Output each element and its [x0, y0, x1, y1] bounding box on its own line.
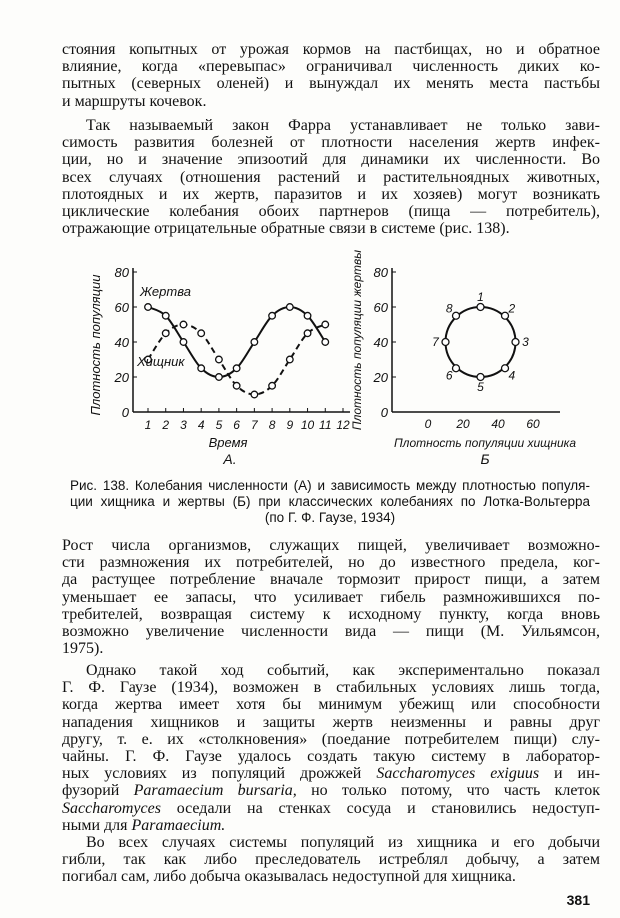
data-point [287, 304, 294, 311]
text-run: всех случаях (отношения растений и растительноядных животных, [62, 168, 600, 186]
data-point [322, 321, 329, 328]
y-tick-label: 60 [373, 300, 388, 315]
data-point [477, 304, 484, 311]
y-tick-label: 40 [373, 335, 388, 350]
text-line [62, 554, 600, 571]
data-point [502, 365, 509, 372]
x-tick-label: 3 [180, 418, 187, 432]
caption-line: Рис. 138. Колебания численности (А) и зависимость между плотностью популя- [70, 478, 590, 493]
point-label: 3 [522, 335, 529, 349]
text-run: Рост числа организмов, служащих пищей, увеличивает возможно- [62, 537, 600, 554]
x-tick-label: 5 [215, 418, 223, 432]
data-point [512, 339, 519, 346]
data-point [502, 312, 509, 319]
x-tick-label: 8 [268, 418, 276, 432]
text-run: чайны. Г. Ф. Гаузе удалось создать такую систему в лаборатор- [62, 748, 600, 765]
point-label: 2 [508, 301, 516, 316]
text-run: требителей, возвращая систему к исходному пункту, когда вновь [62, 605, 600, 623]
italic-term: Paramaecium bursaria, [133, 782, 297, 800]
text-run: ными для [62, 816, 132, 834]
x-axis-label: Плотность популяции хищника [393, 436, 577, 450]
data-point [198, 330, 205, 337]
x-tick-label: 7 [251, 418, 258, 432]
data-point [180, 321, 187, 328]
y-tick-label: 0 [121, 405, 129, 420]
y-tick-label: 60 [114, 300, 129, 315]
data-point [453, 365, 460, 372]
data-point [304, 330, 311, 337]
text-run: стояния копытных от урожая кормов на пастбищах, но и обратное [62, 41, 600, 58]
x-tick-label: 4 [197, 418, 205, 432]
y-tick-label: 0 [380, 405, 388, 420]
x-tick-label: 60 [526, 417, 540, 431]
y-tick-label: 40 [114, 335, 129, 350]
italic-term: Saccharomyces exiguus [376, 765, 540, 783]
figure-caption [70, 478, 590, 526]
point-label: 6 [445, 368, 453, 383]
panel-label: А. [223, 451, 237, 467]
data-point [145, 304, 152, 311]
point-label: 5 [477, 380, 484, 394]
text-run: 1975). [62, 640, 104, 658]
text-run: Г. Ф. Гаузе (1934), возможен в стабильных условиях лишь тогда, [62, 679, 600, 697]
text-line [62, 868, 600, 885]
text-run: фузорий [62, 782, 134, 800]
text-line [62, 714, 600, 731]
text-run: пытных (северных оленей) и вынуждал их менять места пастьбы [62, 75, 600, 93]
x-tick-label: 10 [300, 418, 315, 432]
x-tick-label: 12 [336, 418, 350, 432]
x-tick-label: 40 [491, 417, 505, 431]
y-axis-label: Плотность популяции жертвы [350, 249, 364, 431]
data-point [251, 391, 258, 398]
point-label: 8 [445, 301, 453, 316]
text-line [62, 589, 600, 606]
data-point [180, 339, 187, 346]
text-run: но только потому, что часть клеток [296, 782, 600, 800]
text-line [62, 748, 600, 765]
data-point [322, 339, 329, 346]
text-line [62, 765, 600, 782]
y-tick-label: 20 [373, 370, 388, 385]
panel-label: Б [480, 451, 490, 467]
caption-line: (по Г. Ф. Гаузе, 1934) [264, 510, 396, 525]
point-label: 7 [432, 335, 439, 349]
text-run: да растущее потребление вначале тормозит прирост пищи, а затем [62, 571, 600, 589]
data-point [269, 382, 276, 389]
x-tick-label: 0 [424, 417, 432, 431]
y-tick-label: 80 [373, 265, 388, 280]
text-line [62, 800, 600, 817]
x-tick-label: 2 [162, 418, 170, 432]
y-tick-label: 20 [114, 370, 129, 385]
text-line [62, 606, 600, 623]
data-point [216, 374, 223, 381]
x-tick-label: 9 [286, 418, 294, 432]
italic-term: Saccharomyces [62, 799, 161, 817]
point-label: 4 [508, 368, 516, 383]
data-point [162, 312, 169, 319]
text-run: ных условиях из популяций дрожжей [62, 765, 377, 783]
text-run: Во всех случаях системы популяций из хищника и его добычи [86, 834, 600, 851]
text-run: Так называемый закон Фарра устанавливает не только зави- [86, 117, 600, 134]
text-run: оседали на стенках сосуда и становились недоступ- [160, 799, 600, 817]
text-line [62, 696, 600, 713]
page-number: 381 [566, 892, 590, 908]
text-run: сти размножения их потребителей, но до известного предела, ког- [62, 554, 600, 572]
data-point [216, 356, 223, 363]
data-point [269, 312, 276, 319]
text-run: Однако такой ход событий, как экспериментально показал [86, 662, 600, 679]
text-line [62, 571, 600, 588]
text-run: погибал сам, либо добыча оказывалась недоступной для хищника. [62, 868, 516, 886]
text-run: другу, т. е. их «столкновения» (поедание потребителем пищи) слу- [62, 730, 600, 748]
text-line [62, 623, 600, 640]
data-point [198, 365, 205, 372]
data-point [287, 356, 294, 363]
series-label-prey: Жертва [140, 284, 191, 299]
data-point [162, 330, 169, 337]
text-run: когда жертва имеет хотя бы минимум убежищ или способности [62, 696, 600, 714]
x-tick-label: 11 [319, 418, 332, 432]
text-run: ции, но и значение эпизоотий для динамики их численности. Во [62, 151, 600, 169]
x-tick-label: 6 [233, 418, 240, 432]
y-tick-label: 80 [114, 265, 129, 280]
text-run: циклические колебания обоих партнеров (пища — потребитель), [62, 203, 600, 220]
point-label: 1 [477, 290, 484, 304]
text-line [62, 782, 600, 799]
series-label-predator: Хищник [137, 354, 185, 369]
text-line [62, 817, 600, 834]
text-run: уменьшает ее запасы, что усиливает гибель размножившихся по- [62, 588, 600, 606]
data-point [442, 339, 449, 346]
data-point [304, 312, 311, 319]
data-point [233, 365, 240, 372]
text-run: отражающие отрицательные обратные связи в системе (рис. 138). [62, 220, 510, 238]
data-point [233, 382, 240, 389]
y-axis-label: Плотность популяции [88, 274, 103, 416]
text-line [62, 537, 600, 554]
text-line [62, 679, 600, 696]
data-point [251, 339, 258, 346]
text-run: возможно увеличение численности вида — пищи (М. Уильямсон, [62, 623, 600, 640]
text-line [86, 662, 600, 679]
text-run: симость развития болезней от плотности населения жертв инфек- [62, 134, 600, 152]
caption-line: ции хищника и жертвы (Б) при классических колебаниях по Лотка-Вольтерра [70, 494, 590, 509]
text-run: гибли, так как либо преследователь истреблял добычу, а затем [62, 851, 600, 869]
text-line [86, 834, 600, 851]
text-line [62, 731, 600, 748]
text-line [62, 640, 600, 657]
text-run: плотоядных и их жертв, паразитов и их хозяев) могут возникать [62, 185, 600, 203]
text-run: влияние, когда «перевыпас» ограничивал численность диких ко- [62, 58, 600, 76]
italic-term: Paramaecium. [131, 816, 226, 834]
text-run: и ин- [539, 765, 601, 783]
x-tick-label: 20 [456, 417, 470, 431]
x-axis-label: Время [208, 435, 248, 450]
text-run: нападения хищников и защиты жертв неизменны и равны друг [62, 713, 600, 731]
text-line [62, 851, 600, 868]
text-run: и маршруты кочевок. [62, 92, 207, 110]
x-tick-label: 1 [144, 418, 152, 432]
data-point [453, 312, 460, 319]
